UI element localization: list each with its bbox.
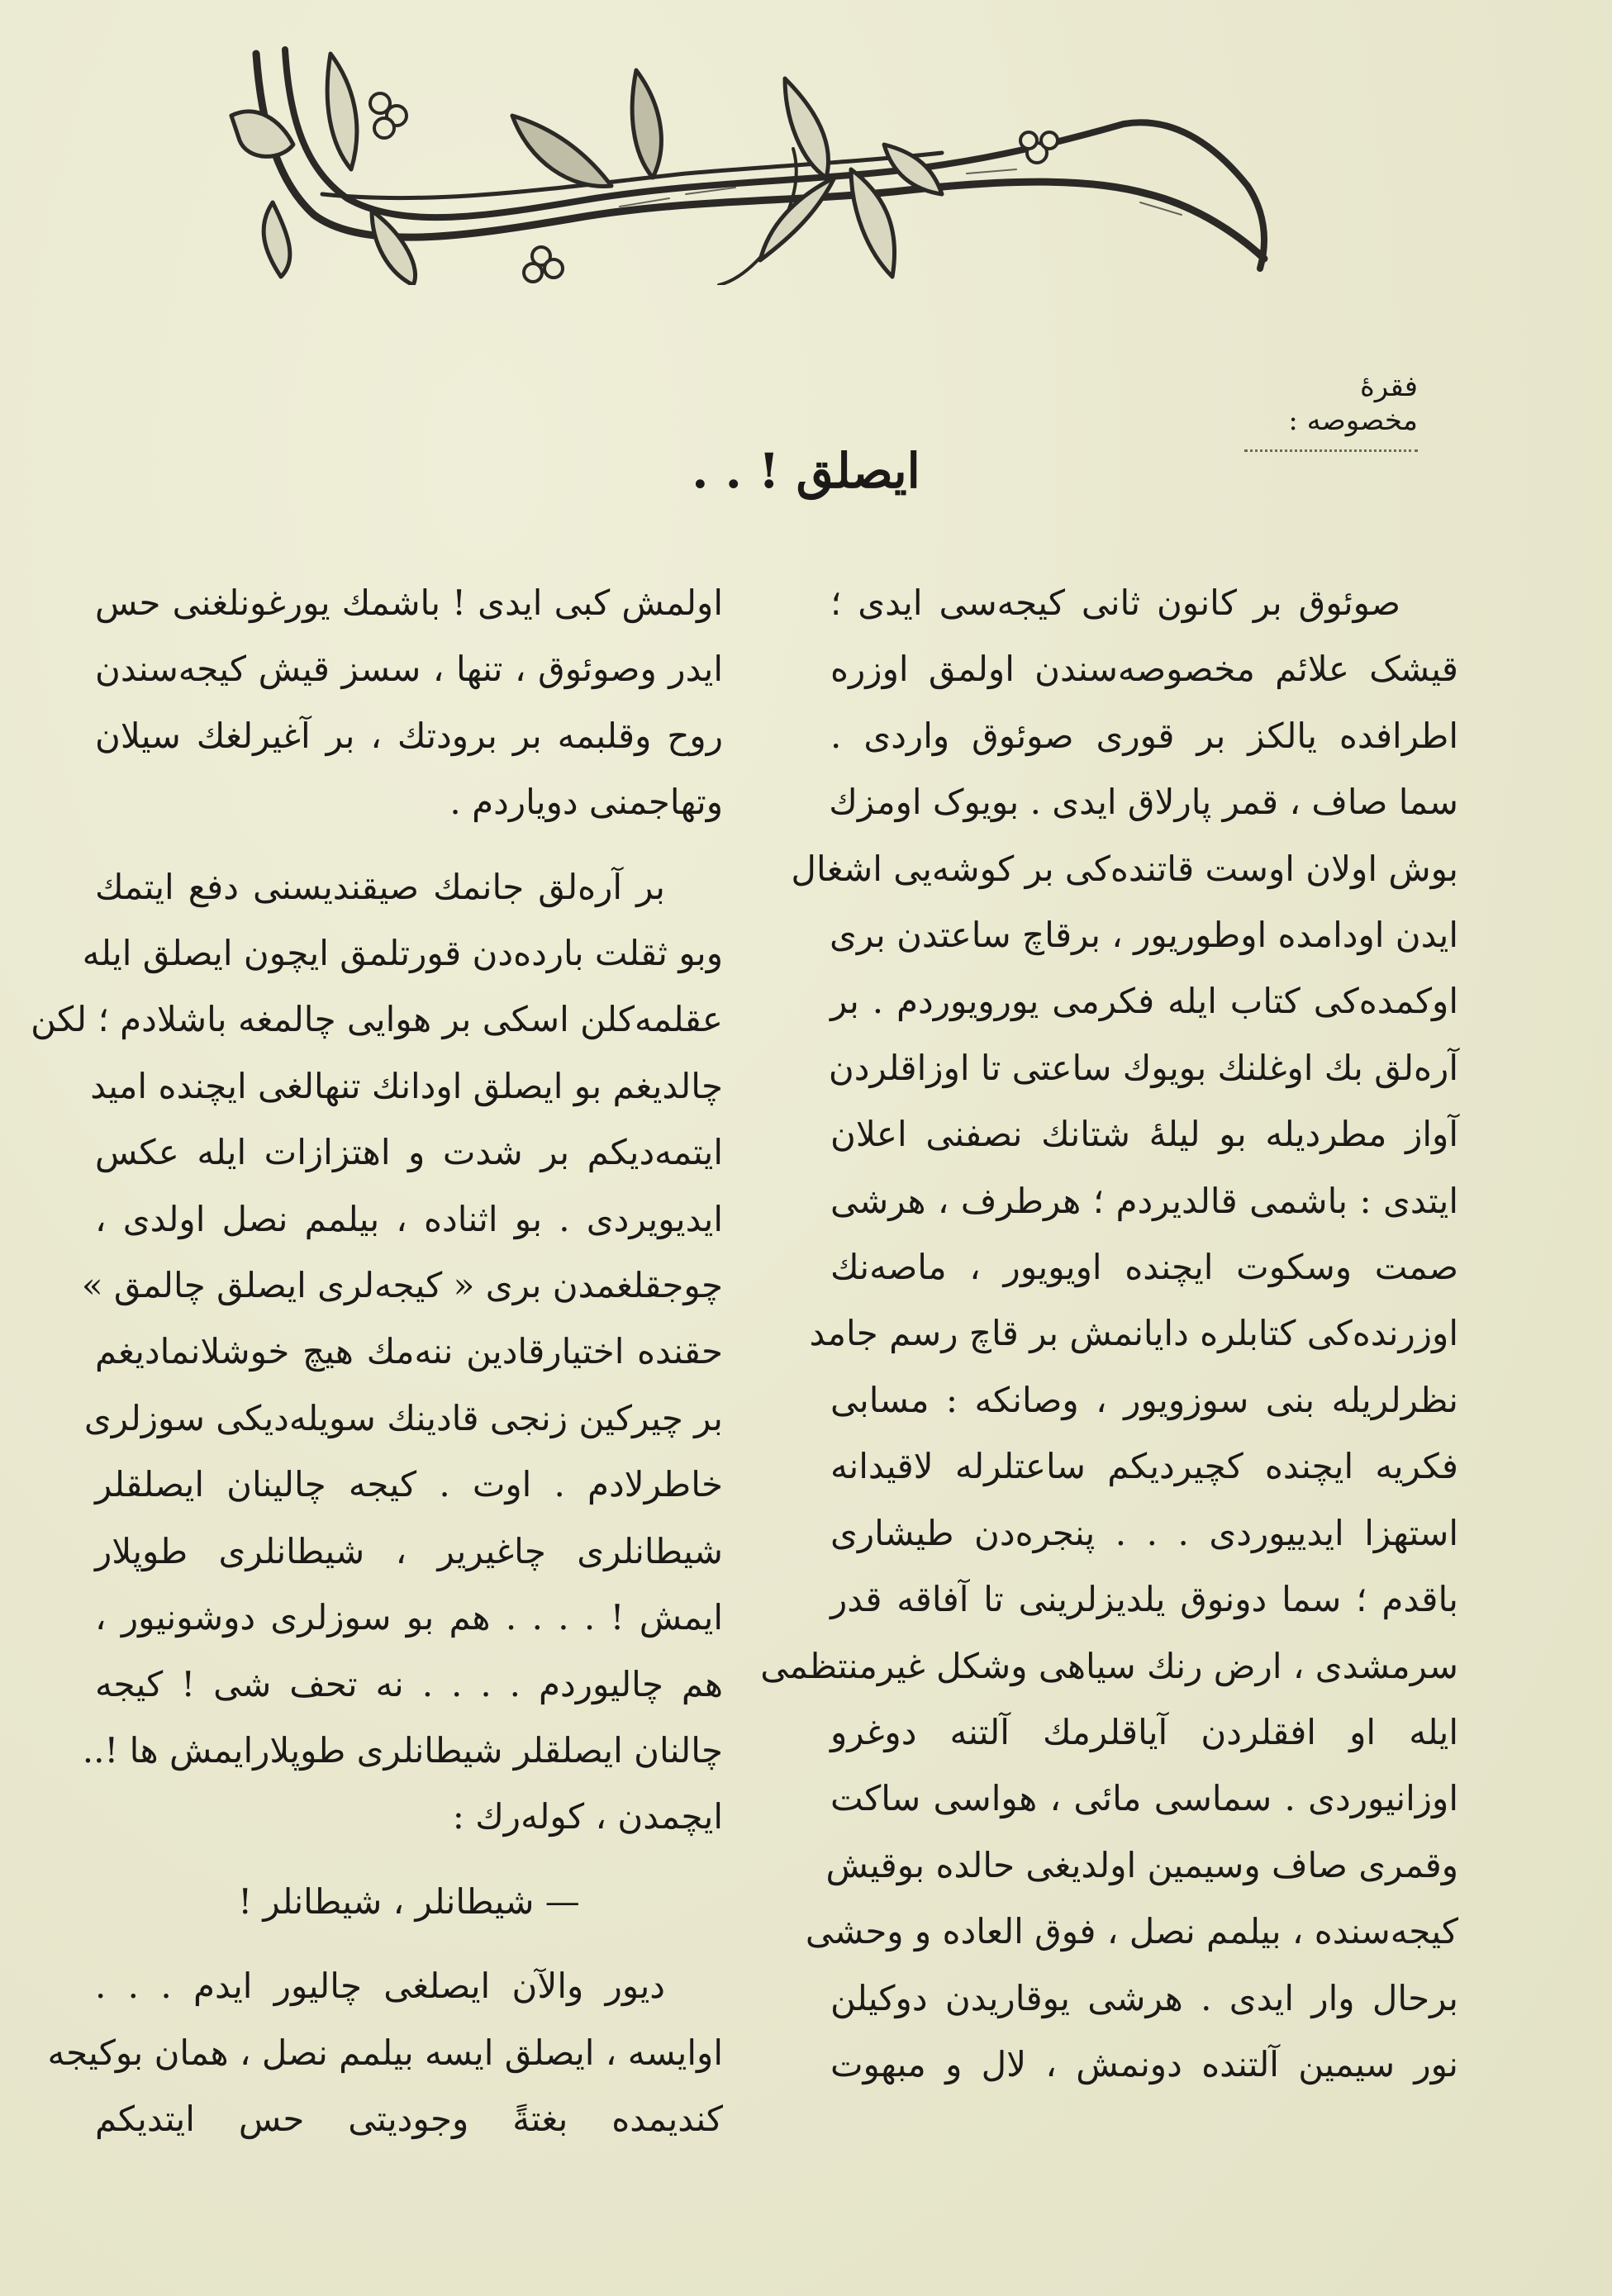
text-line: سما صاف ، قمر پارلاق ایدی . بویوک اومزك <box>829 782 1458 823</box>
text-line: اوایسه ، ایصلق ایسه بیلمم نصل ، همان بوکیجه <box>47 2032 723 2073</box>
text-line: وبو ثقلت بارده‌دن قورتلمق ایچون ایصلق ایله <box>82 933 723 974</box>
article-title: ایصلق ! . . <box>692 443 920 499</box>
leaf <box>264 202 290 277</box>
text-line: استهزا ایدییوردی . . . پنجره‌دن طیشاری <box>830 1512 1458 1553</box>
text-line: فکریه ایچنده کچیردیکم ساعتلرله لاقیدانه <box>830 1446 1458 1487</box>
text-line: اوزانیوردی . سماسی مائی ، هواسی ساکت <box>830 1778 1458 1819</box>
text-line: اوزرنده‌کی کتابلره دایانمش بر قاچ رسم جامد <box>809 1313 1458 1354</box>
text-line: اطرافده یالکز بر قوری صوئوق واردی . <box>830 715 1458 756</box>
text-line: اولمش کبی ایدی ! باشمك یورغونلغنی حس <box>95 582 723 623</box>
leaf <box>512 116 611 186</box>
text-line: ایمش ! . . . . هم بو سوزلری دوشونیور ، <box>95 1597 723 1638</box>
leaf <box>372 211 416 285</box>
text-line: بر آره‌لق جانمك صیقندیسنی دفع ایتمك <box>95 866 665 907</box>
text-line: شیطانلری چاغیریر ، شیطانلری طوپلار <box>95 1530 723 1571</box>
text-line: نظرلریله بنی سوزویور ، وصانکه : مسابی <box>830 1379 1458 1420</box>
text-line: بر چیرکین زنجی قادینك سویله‌دیکی سوزلری <box>83 1397 723 1438</box>
paragraph-gap <box>95 1851 723 1869</box>
text-column-left <box>31 570 723 2152</box>
text-line: خاطرلادم . اوت . کیجه چالینان ایصلقلر <box>95 1464 723 1505</box>
paragraph-gap <box>95 1935 723 1953</box>
text-line: آواز مطردیله بو لیلهٔ شتانك نصفنی اعلان <box>830 1114 1458 1155</box>
leaf <box>760 178 835 260</box>
text-line: ایله او افقلردن آیاقلرمك آلتنه دوغرو <box>830 1711 1458 1752</box>
text-line: ایتمه‌دیکم بر شدت و اهتزازات ایله عکس <box>95 1132 723 1173</box>
text-line: هم چالیوردم . . . . نه تحف شی ! کیجه <box>95 1663 723 1704</box>
text-line: سرمشدی ، ارض رنك سیاهی وشکل غیرمنتظمی <box>760 1645 1458 1686</box>
text-line: روح وقلبمه بر برودتك ، بر آغیرلغك سیلان <box>95 715 723 756</box>
text-line: قیشک علائم مخصوصه‌سندن اولمق اوزره <box>830 649 1458 690</box>
text-line: ایدیویردی . بو اثناده ، بیلمم نصل اولدی ، <box>95 1198 723 1239</box>
text-line: بوش اولان اوست قاتنده‌کی بر کوشه‌یی اشغال <box>791 848 1458 889</box>
text-line: عقلمه‌کلن اسکی بر هوایی چالمغه باشلادم ؛ لکن <box>31 999 723 1040</box>
leaf <box>851 169 895 277</box>
section-label: فقرهٔ مخصوصه : <box>1244 370 1418 452</box>
text-line: وقمری صاف وسیمین اولدیغی حالده بوقیش <box>825 1844 1458 1885</box>
text-line: اوکمده‌کی کتاب ایله فکرمی یورویوردم . بر <box>830 981 1458 1022</box>
leaf <box>231 112 293 157</box>
text-line: صمت وسکوت ایچنده اویویور ، ماصه‌نك <box>830 1247 1458 1288</box>
vine-stem <box>256 54 1264 259</box>
text-line: باقدم ؛ سما دونوق یلدیزلرینی تا آفاقه قدر <box>830 1579 1458 1620</box>
paragraph-gap <box>95 836 723 854</box>
text-line: کندیمده بغتةً وجودیتی حس ایتدیکم <box>95 2098 723 2139</box>
text-line: دیور والآن ایصلغی چالیور ایدم . . . <box>95 1966 665 2007</box>
text-line: ایچمدن ، کوله‌رك : <box>452 1796 723 1837</box>
text-line: چالنان ایصلقلر شیطانلری طوپلارایمش ها !.. <box>82 1729 723 1771</box>
text-line: آره‌لق بك اوغلنك بویوك ساعتی تا اوزاقلردن <box>828 1047 1458 1088</box>
leaf <box>632 70 661 178</box>
text-line: برحال وار ایدی . هرشی یوقاریدن دوکیلن <box>830 1977 1458 2018</box>
text-line: حقنده اختیارقادین ننه‌مك هیچ خوشلانمادیغم <box>95 1331 723 1372</box>
floral-vine-ornament-icon <box>223 37 1289 285</box>
text-line: وتهاجمنی دویاردم . <box>449 782 723 823</box>
text-line: نور سیمین آلتنده دونمش ، لال و مبهوت <box>830 2043 1458 2084</box>
text-line: — شیطانلر ، شیطانلر ! <box>238 1880 580 1922</box>
text-line: چالدیغم بو ایصلق اودانك تنهالغی ایچنده امید <box>90 1065 723 1106</box>
text-column-right <box>760 570 1458 2098</box>
text-line: چوجقلغمدن بری « کیجه‌لری ایصلق چالمق » <box>81 1265 723 1306</box>
text-line: ایتدی : باشمی قالدیردم ؛ هرطرف ، هرشی <box>830 1180 1458 1221</box>
leaf <box>327 54 357 169</box>
text-line: ایدر وصوئوق ، تنها ، سسز قیش کیجه‌سندن <box>95 649 723 690</box>
text-line: ایدن اودامده اوطوریور ، برقاچ ساعتدن بری <box>829 915 1458 956</box>
text-line: کیجه‌سنده ، بیلمم نصل ، فوق العاده و وحشی <box>805 1911 1458 1952</box>
text-line: صوئوق بر کانون ثانی کیجه‌سی ایدی ؛ <box>830 582 1400 623</box>
